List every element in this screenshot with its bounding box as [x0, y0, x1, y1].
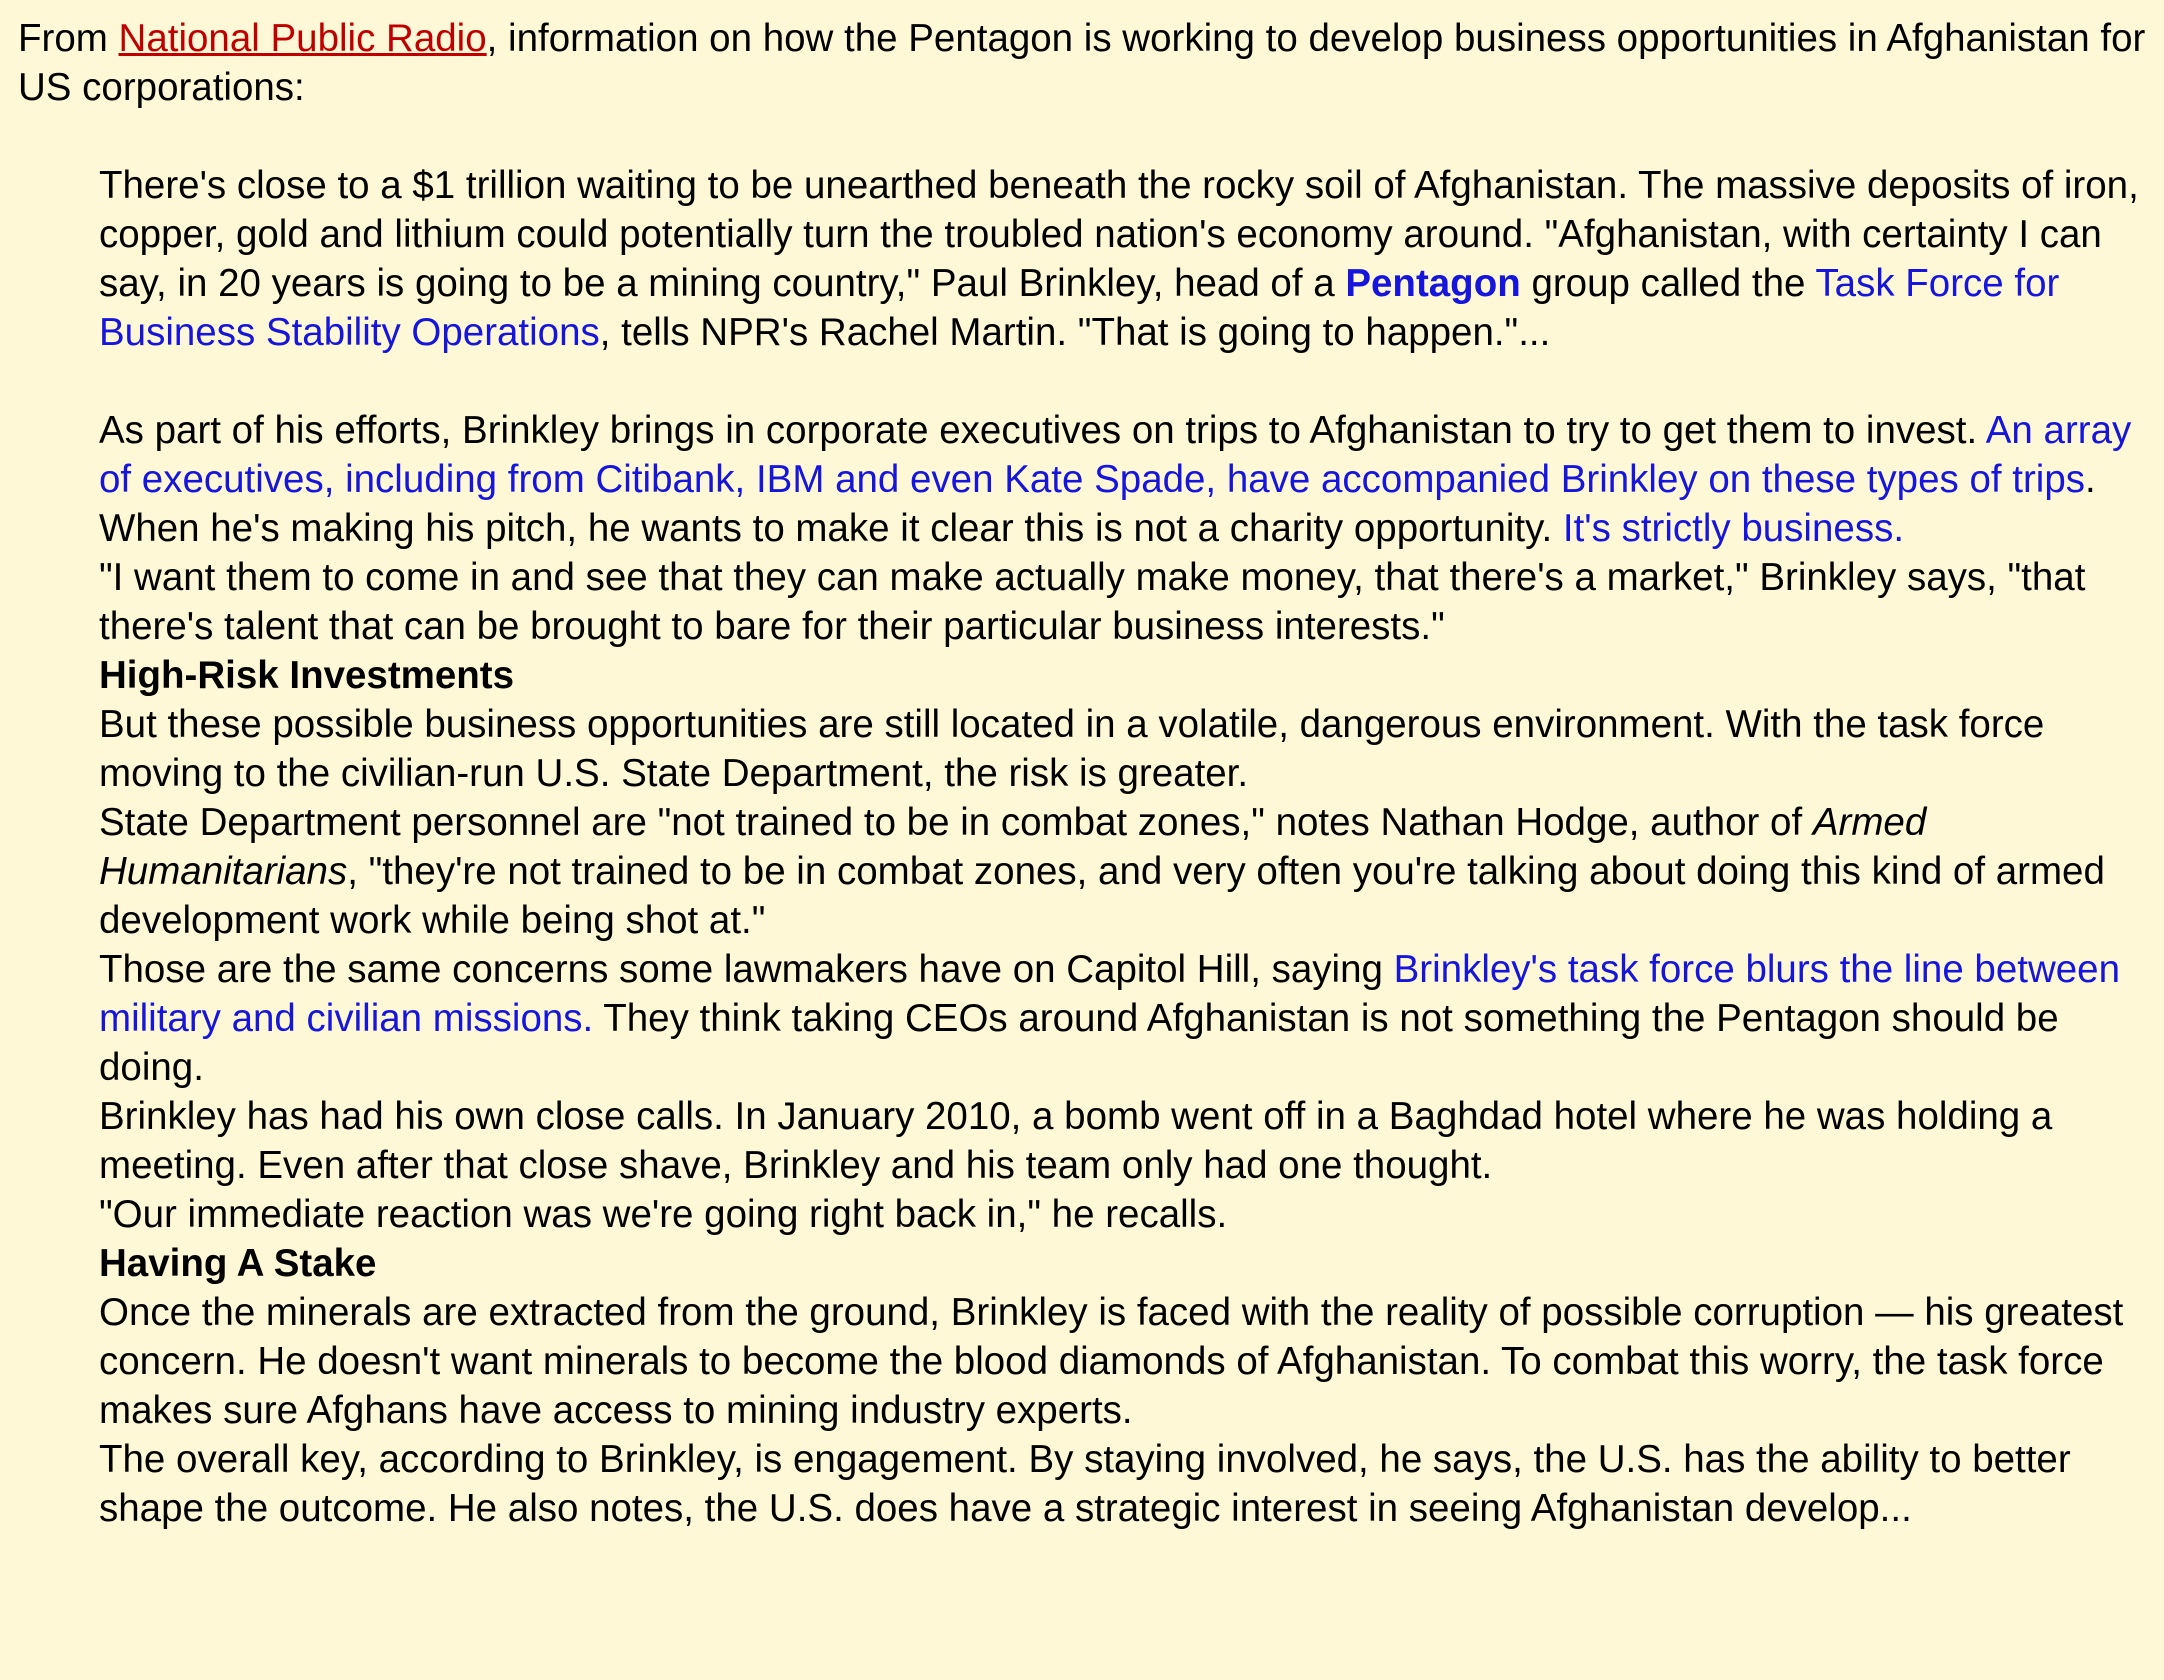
- paragraph-gap: [99, 357, 2164, 406]
- quote-paragraph-7: Brinkley has had his own close calls. In January 2010, a bomb went off in a Baghdad hotel where he was holding a meeting. Even after that close shave, Brinkley and his team only had one thought.: [99, 1095, 2053, 1187]
- p6-text-a: Those are the same concerns some lawmakers have on Capitol Hill, saying: [99, 948, 1394, 991]
- section-heading-having-a-stake: Having A Stake: [99, 1242, 377, 1285]
- npr-link[interactable]: National Public Radio: [118, 17, 487, 60]
- quote-paragraph-5: [99, 798, 2164, 945]
- intro-prefix: From: [18, 17, 119, 60]
- p2-text-a: As part of his efforts, Brinkley brings in corporate executives on trips to Afghanistan to try to get them to invest.: [99, 409, 1986, 452]
- pentagon-highlight: Pentagon: [1345, 262, 1521, 305]
- quote-paragraph-6: [99, 945, 2164, 1092]
- quote-paragraph-1: [99, 161, 2164, 357]
- p1-text-a: There's close to a $1 trillion waiting to be unearthed beneath the rocky soil of Afghanistan. The massive deposits of iron, copper, gold and lithium could potentially turn the troubled nation's economy around. "Afghanistan, with certainty I can say, in 20 years is going to be a mining country," Paul Brinkley, head of a: [99, 164, 2139, 305]
- p6-text-b: They think taking CEOs around Afghanistan is not something the Pentagon should be doing.: [99, 997, 2059, 1089]
- executives-highlight: An array of executives, including from Citibank, IBM and even Kate Spade, have accompanied Brinkley on these types of trips: [99, 409, 2132, 501]
- p5-text-b: , "they're not trained to be in combat zones, and very often you're talking about doing this kind of armed development work while being shot at.": [99, 850, 2105, 942]
- quote-paragraph-8: "Our immediate reaction was we're going right back in," he recalls.: [99, 1193, 1228, 1236]
- blurs-line-highlight: Brinkley's task force blurs the line between military and civilian missions.: [99, 948, 2120, 1040]
- intro-suffix: , information on how the Pentagon is working to develop business opportunities in Afghanistan for US corporations:: [18, 17, 2146, 109]
- quote-paragraph-3: "I want them to come in and see that they can make actually make money, that there's a market," Brinkley says, "that there's talent that can be brought to bare for their particular business interests.": [99, 556, 2086, 648]
- book-title: Armed Humanitarians: [99, 801, 1927, 893]
- section-heading-high-risk: High-Risk Investments: [99, 654, 515, 697]
- quote-paragraph-9: Once the minerals are extracted from the ground, Brinkley is faced with the reality of possible corruption — his greatest concern. He doesn't want minerals to become the blood diamonds of Afghanistan. To combat this worry, the task force makes sure Afghans have access to mining industry experts.: [99, 1291, 2124, 1432]
- p2-text-b: . When he's making his pitch, he wants to make it clear this is not a charity opportunity.: [99, 458, 2096, 550]
- p1-text-c: , tells NPR's Rachel Martin. "That is going to happen."...: [599, 311, 1551, 354]
- quote-paragraph-4: But these possible business opportunities are still located in a volatile, dangerous environment. With the task force moving to the civilian-run U.S. State Department, the risk is greater.: [99, 703, 2045, 795]
- quote-paragraph-10: The overall key, according to Brinkley, is engagement. By staying involved, he says, the U.S. has the ability to better shape the outcome. He also notes, the U.S. does have a strategic interest in seeing Afghanistan develop...: [99, 1438, 2071, 1530]
- p5-text-a: State Department personnel are "not trained to be in combat zones," notes Nathan Hodge, author of: [99, 801, 1813, 844]
- quote-paragraph-2: [99, 406, 2164, 553]
- task-force-highlight: Task Force for Business Stability Operations: [99, 262, 2060, 354]
- p1-text-b: group called the: [1520, 262, 1816, 305]
- article-excerpt: [99, 161, 2164, 1533]
- intro-paragraph: [18, 14, 2146, 112]
- strictly-business-highlight: It's strictly business.: [1562, 507, 1905, 550]
